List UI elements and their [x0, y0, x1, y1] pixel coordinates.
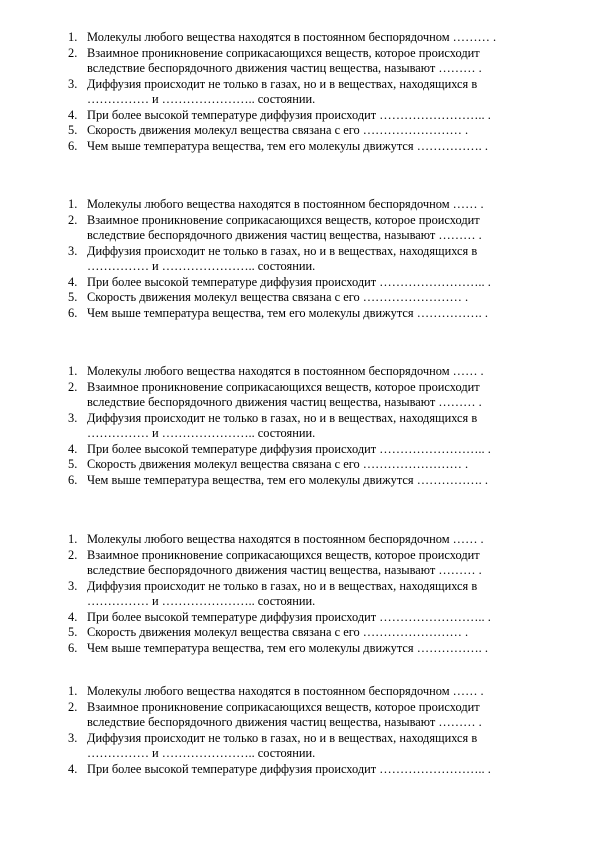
- question-text: Взаимное проникновение соприкасающихся веществ, которое происходит: [87, 212, 480, 227]
- question-text: Диффузия происходит не только в газах, но и в веществах, находящихся в: [87, 410, 478, 425]
- question-item: [0, 244, 595, 275]
- question-text: Взаимное проникновение соприкасающихся веществ, которое происходит: [87, 379, 480, 394]
- question-item: [0, 77, 595, 108]
- question-text: Диффузия происходит не только в газах, но и в веществах, находящихся в: [87, 76, 478, 91]
- question-item: [0, 625, 595, 641]
- question-text: Скорость движения молекул вещества связана с его …………………… .: [87, 457, 469, 471]
- question-item: [0, 411, 595, 442]
- question-text: Диффузия происходит не только в газах, но и в веществах, находящихся в: [87, 243, 478, 258]
- question-number: 5.: [68, 123, 78, 137]
- question-item: [0, 30, 595, 46]
- question-number: 3.: [68, 578, 78, 593]
- question-item: [0, 610, 595, 626]
- question-text-continued: …………… и ………………….. состоянии.: [87, 594, 316, 608]
- question-item: [0, 290, 595, 306]
- question-text: Чем выше температура вещества, тем его молекулы движутся ……………. .: [87, 472, 488, 487]
- question-number: 6.: [68, 138, 78, 153]
- question-number: 4.: [68, 761, 78, 776]
- question-item: [0, 532, 595, 548]
- question-text: Молекулы любого вещества находятся в постоянном беспорядочном …… .: [87, 684, 484, 698]
- question-item: [0, 579, 595, 610]
- question-item: [0, 197, 595, 213]
- question-text: Чем выше температура вещества, тем его молекулы движутся ……………. .: [87, 305, 488, 320]
- question-text: Молекулы любого вещества находятся в постоянном беспорядочном ……… .: [87, 30, 497, 44]
- question-item: [0, 762, 595, 778]
- question-item: [0, 380, 595, 411]
- question-number: 4.: [68, 107, 78, 122]
- question-text-continued: вследствие беспорядочного движения частиц вещества, называют ……… .: [87, 61, 482, 75]
- question-item: [0, 731, 595, 762]
- question-item: [0, 46, 595, 77]
- question-item: [0, 139, 595, 155]
- question-number: 2.: [68, 379, 78, 394]
- question-item: [0, 213, 595, 244]
- question-text: При более высокой температуре диффузия происходит …………………….. .: [87, 609, 491, 624]
- question-item: [0, 364, 595, 380]
- question-text: Взаимное проникновение соприкасающихся веществ, которое происходит: [87, 699, 480, 714]
- question-number: 3.: [68, 243, 78, 258]
- question-item: [0, 700, 595, 731]
- question-number: 1.: [68, 197, 78, 211]
- question-block-5: [0, 684, 595, 777]
- question-text: Скорость движения молекул вещества связана с его …………………… .: [87, 290, 469, 304]
- question-number: 2.: [68, 547, 78, 562]
- question-text: Взаимное проникновение соприкасающихся веществ, которое происходит: [87, 45, 480, 60]
- question-number: 6.: [68, 305, 78, 320]
- question-number: 2.: [68, 212, 78, 227]
- question-text: Молекулы любого вещества находятся в постоянном беспорядочном …… .: [87, 197, 484, 211]
- question-text: Скорость движения молекул вещества связана с его …………………… .: [87, 123, 469, 137]
- question-number: 6.: [68, 472, 78, 487]
- question-number: 5.: [68, 457, 78, 471]
- question-text: При более высокой температуре диффузия происходит …………………….. .: [87, 761, 491, 776]
- question-item: [0, 641, 595, 657]
- question-number: 2.: [68, 699, 78, 714]
- question-number: 3.: [68, 730, 78, 745]
- question-item: [0, 108, 595, 124]
- question-number: 1.: [68, 30, 78, 44]
- question-number: 1.: [68, 684, 78, 698]
- question-text: Взаимное проникновение соприкасающихся веществ, которое происходит: [87, 547, 480, 562]
- question-item: [0, 306, 595, 322]
- question-text: Чем выше температура вещества, тем его молекулы движутся ……………. .: [87, 640, 488, 655]
- question-text-continued: вследствие беспорядочного движения частиц вещества, называют ……… .: [87, 563, 482, 577]
- question-number: 1.: [68, 532, 78, 546]
- question-text: Молекулы любого вещества находятся в постоянном беспорядочном …… .: [87, 532, 484, 546]
- question-number: 2.: [68, 45, 78, 60]
- question-block-4: [0, 532, 595, 656]
- question-number: 6.: [68, 640, 78, 655]
- question-text: При более высокой температуре диффузия происходит …………………….. .: [87, 441, 491, 456]
- question-item: [0, 442, 595, 458]
- question-number: 5.: [68, 290, 78, 304]
- question-item: [0, 473, 595, 489]
- question-text-continued: …………… и ………………….. состоянии.: [87, 426, 316, 440]
- question-number: 3.: [68, 410, 78, 425]
- question-item: [0, 123, 595, 139]
- question-text: Диффузия происходит не только в газах, но и в веществах, находящихся в: [87, 730, 478, 745]
- question-text-continued: …………… и ………………….. состоянии.: [87, 259, 316, 273]
- question-text: При более высокой температуре диффузия происходит …………………….. .: [87, 274, 491, 289]
- question-text: Молекулы любого вещества находятся в постоянном беспорядочном …… .: [87, 364, 484, 378]
- question-number: 4.: [68, 609, 78, 624]
- question-number: 3.: [68, 76, 78, 91]
- question-block-1: [0, 30, 595, 154]
- question-number: 1.: [68, 364, 78, 378]
- question-text-continued: …………… и ………………….. состоянии.: [87, 92, 316, 106]
- question-text: Скорость движения молекул вещества связана с его …………………… .: [87, 625, 469, 639]
- question-text-continued: вследствие беспорядочного движения частиц вещества, называют ……… .: [87, 715, 482, 729]
- question-text-continued: вследствие беспорядочного движения частиц вещества, называют ……… .: [87, 395, 482, 409]
- question-text: Диффузия происходит не только в газах, но и в веществах, находящихся в: [87, 578, 478, 593]
- question-item: [0, 457, 595, 473]
- question-text-continued: …………… и ………………….. состоянии.: [87, 746, 316, 760]
- question-item: [0, 275, 595, 291]
- question-text: Чем выше температура вещества, тем его молекулы движутся ……………. .: [87, 138, 488, 153]
- question-number: 4.: [68, 441, 78, 456]
- question-text-continued: вследствие беспорядочного движения частиц вещества, называют ……… .: [87, 228, 482, 242]
- question-number: 5.: [68, 625, 78, 639]
- question-number: 4.: [68, 274, 78, 289]
- question-item: [0, 548, 595, 579]
- question-item: [0, 684, 595, 700]
- question-block-3: [0, 364, 595, 488]
- question-text: При более высокой температуре диффузия происходит …………………….. .: [87, 107, 491, 122]
- question-block-2: [0, 197, 595, 321]
